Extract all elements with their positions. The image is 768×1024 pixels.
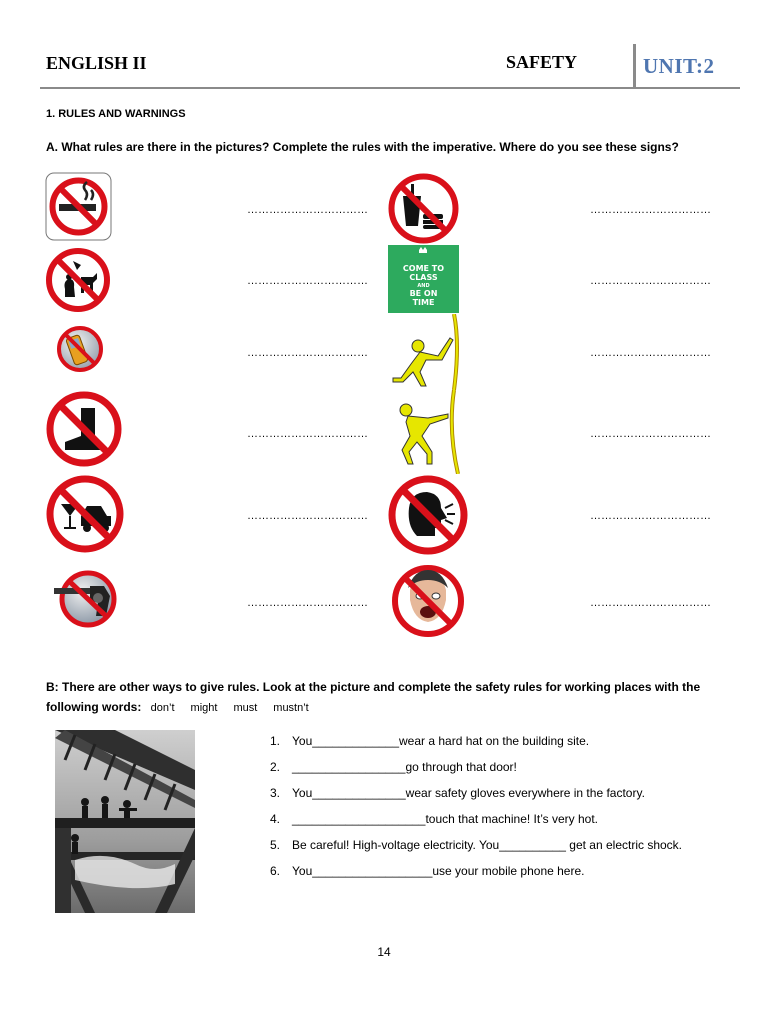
poster-text: TIME	[412, 298, 435, 307]
answer-blank[interactable]: ……………………………	[247, 204, 368, 216]
word-option: must	[233, 702, 258, 714]
header-rule	[40, 87, 740, 89]
topic-title: SAFETY	[506, 52, 578, 72]
question-b-line1: B: There are other ways to give rules. Look at the picture and complete the safety rules for working places with the	[46, 680, 701, 694]
answer-blank[interactable]: ……………………………	[590, 428, 711, 440]
no-mobile-phone-icon	[56, 324, 104, 374]
rule-number: 4.	[270, 812, 281, 826]
rule-item[interactable]	[270, 836, 682, 862]
rule-text: _________________go through that door!	[292, 760, 517, 774]
rule-number: 2.	[270, 760, 281, 774]
rule-item[interactable]	[270, 732, 682, 758]
page-header	[0, 0, 768, 90]
question-b-lead: following words:	[46, 700, 142, 714]
word-option: might	[190, 702, 218, 714]
no-pets-icon	[45, 247, 111, 313]
rule-item[interactable]	[270, 810, 682, 836]
safety-rules-list	[270, 732, 682, 888]
no-smoking-icon	[45, 172, 112, 241]
poster-text: BE ON	[409, 289, 438, 298]
unit-label: UNIT:2	[643, 54, 715, 78]
rule-text: ____________________touch that machine! It’s very hot.	[292, 812, 599, 826]
answer-blank[interactable]: ……………………………	[247, 597, 368, 609]
answer-blank[interactable]: ……………………………	[247, 428, 368, 440]
no-food-drink-icon	[387, 172, 460, 245]
no-drink-driving-icon	[45, 474, 125, 554]
answer-blank[interactable]: ……………………………	[247, 275, 368, 287]
poster-text: CLASS	[409, 273, 438, 282]
construction-workers-photo	[55, 730, 195, 913]
rule-number: 1.	[270, 734, 281, 748]
poster-text: AND	[417, 283, 430, 289]
rule-item[interactable]	[270, 784, 682, 810]
no-screaming-icon	[390, 560, 466, 642]
rule-number: 6.	[270, 864, 281, 878]
answer-blank[interactable]: ……………………………	[590, 204, 711, 216]
rule-text: Be careful! High-voltage electricity. You__________ get an electric shock.	[292, 838, 683, 852]
answer-blank[interactable]: ……………………………	[590, 510, 711, 522]
page-number: 14	[377, 945, 391, 959]
no-boots-icon	[45, 390, 123, 468]
answer-blank[interactable]: ……………………………	[247, 510, 368, 522]
poster-text: COME TO	[402, 264, 445, 273]
word-option: mustn’t	[273, 702, 309, 714]
answer-blank[interactable]: ……………………………	[590, 347, 711, 359]
word-option: don’t	[150, 702, 175, 714]
answer-blank[interactable]: ……………………………	[590, 597, 711, 609]
answer-blank[interactable]: ……………………………	[247, 347, 368, 359]
rule-item[interactable]	[270, 758, 682, 784]
push-figure-icon	[388, 314, 466, 390]
rule-number: 5.	[270, 838, 281, 852]
question-a: A. What rules are there in the pictures? Complete the rules with the imperative. Where do you see these signs?	[46, 140, 679, 154]
rule-text: You_____________wear a hard hat on the building site.	[292, 734, 590, 748]
no-guns-icon	[52, 568, 122, 630]
no-shouting-icon	[387, 474, 469, 556]
header-divider	[633, 44, 636, 88]
question-b-line2	[46, 700, 319, 714]
pull-figure-icon	[392, 390, 466, 474]
rule-text: You______________wear safety gloves everywhere in the factory.	[292, 786, 645, 800]
rule-item[interactable]	[270, 862, 682, 888]
rule-number: 3.	[270, 786, 281, 800]
section-title: 1. RULES AND WARNINGS	[46, 108, 186, 120]
subject-title: ENGLISH II	[46, 53, 147, 73]
come-to-class-poster	[388, 245, 459, 313]
answer-blank[interactable]: ……………………………	[590, 275, 711, 287]
rule-text: You__________________use your mobile phone here.	[292, 864, 585, 878]
